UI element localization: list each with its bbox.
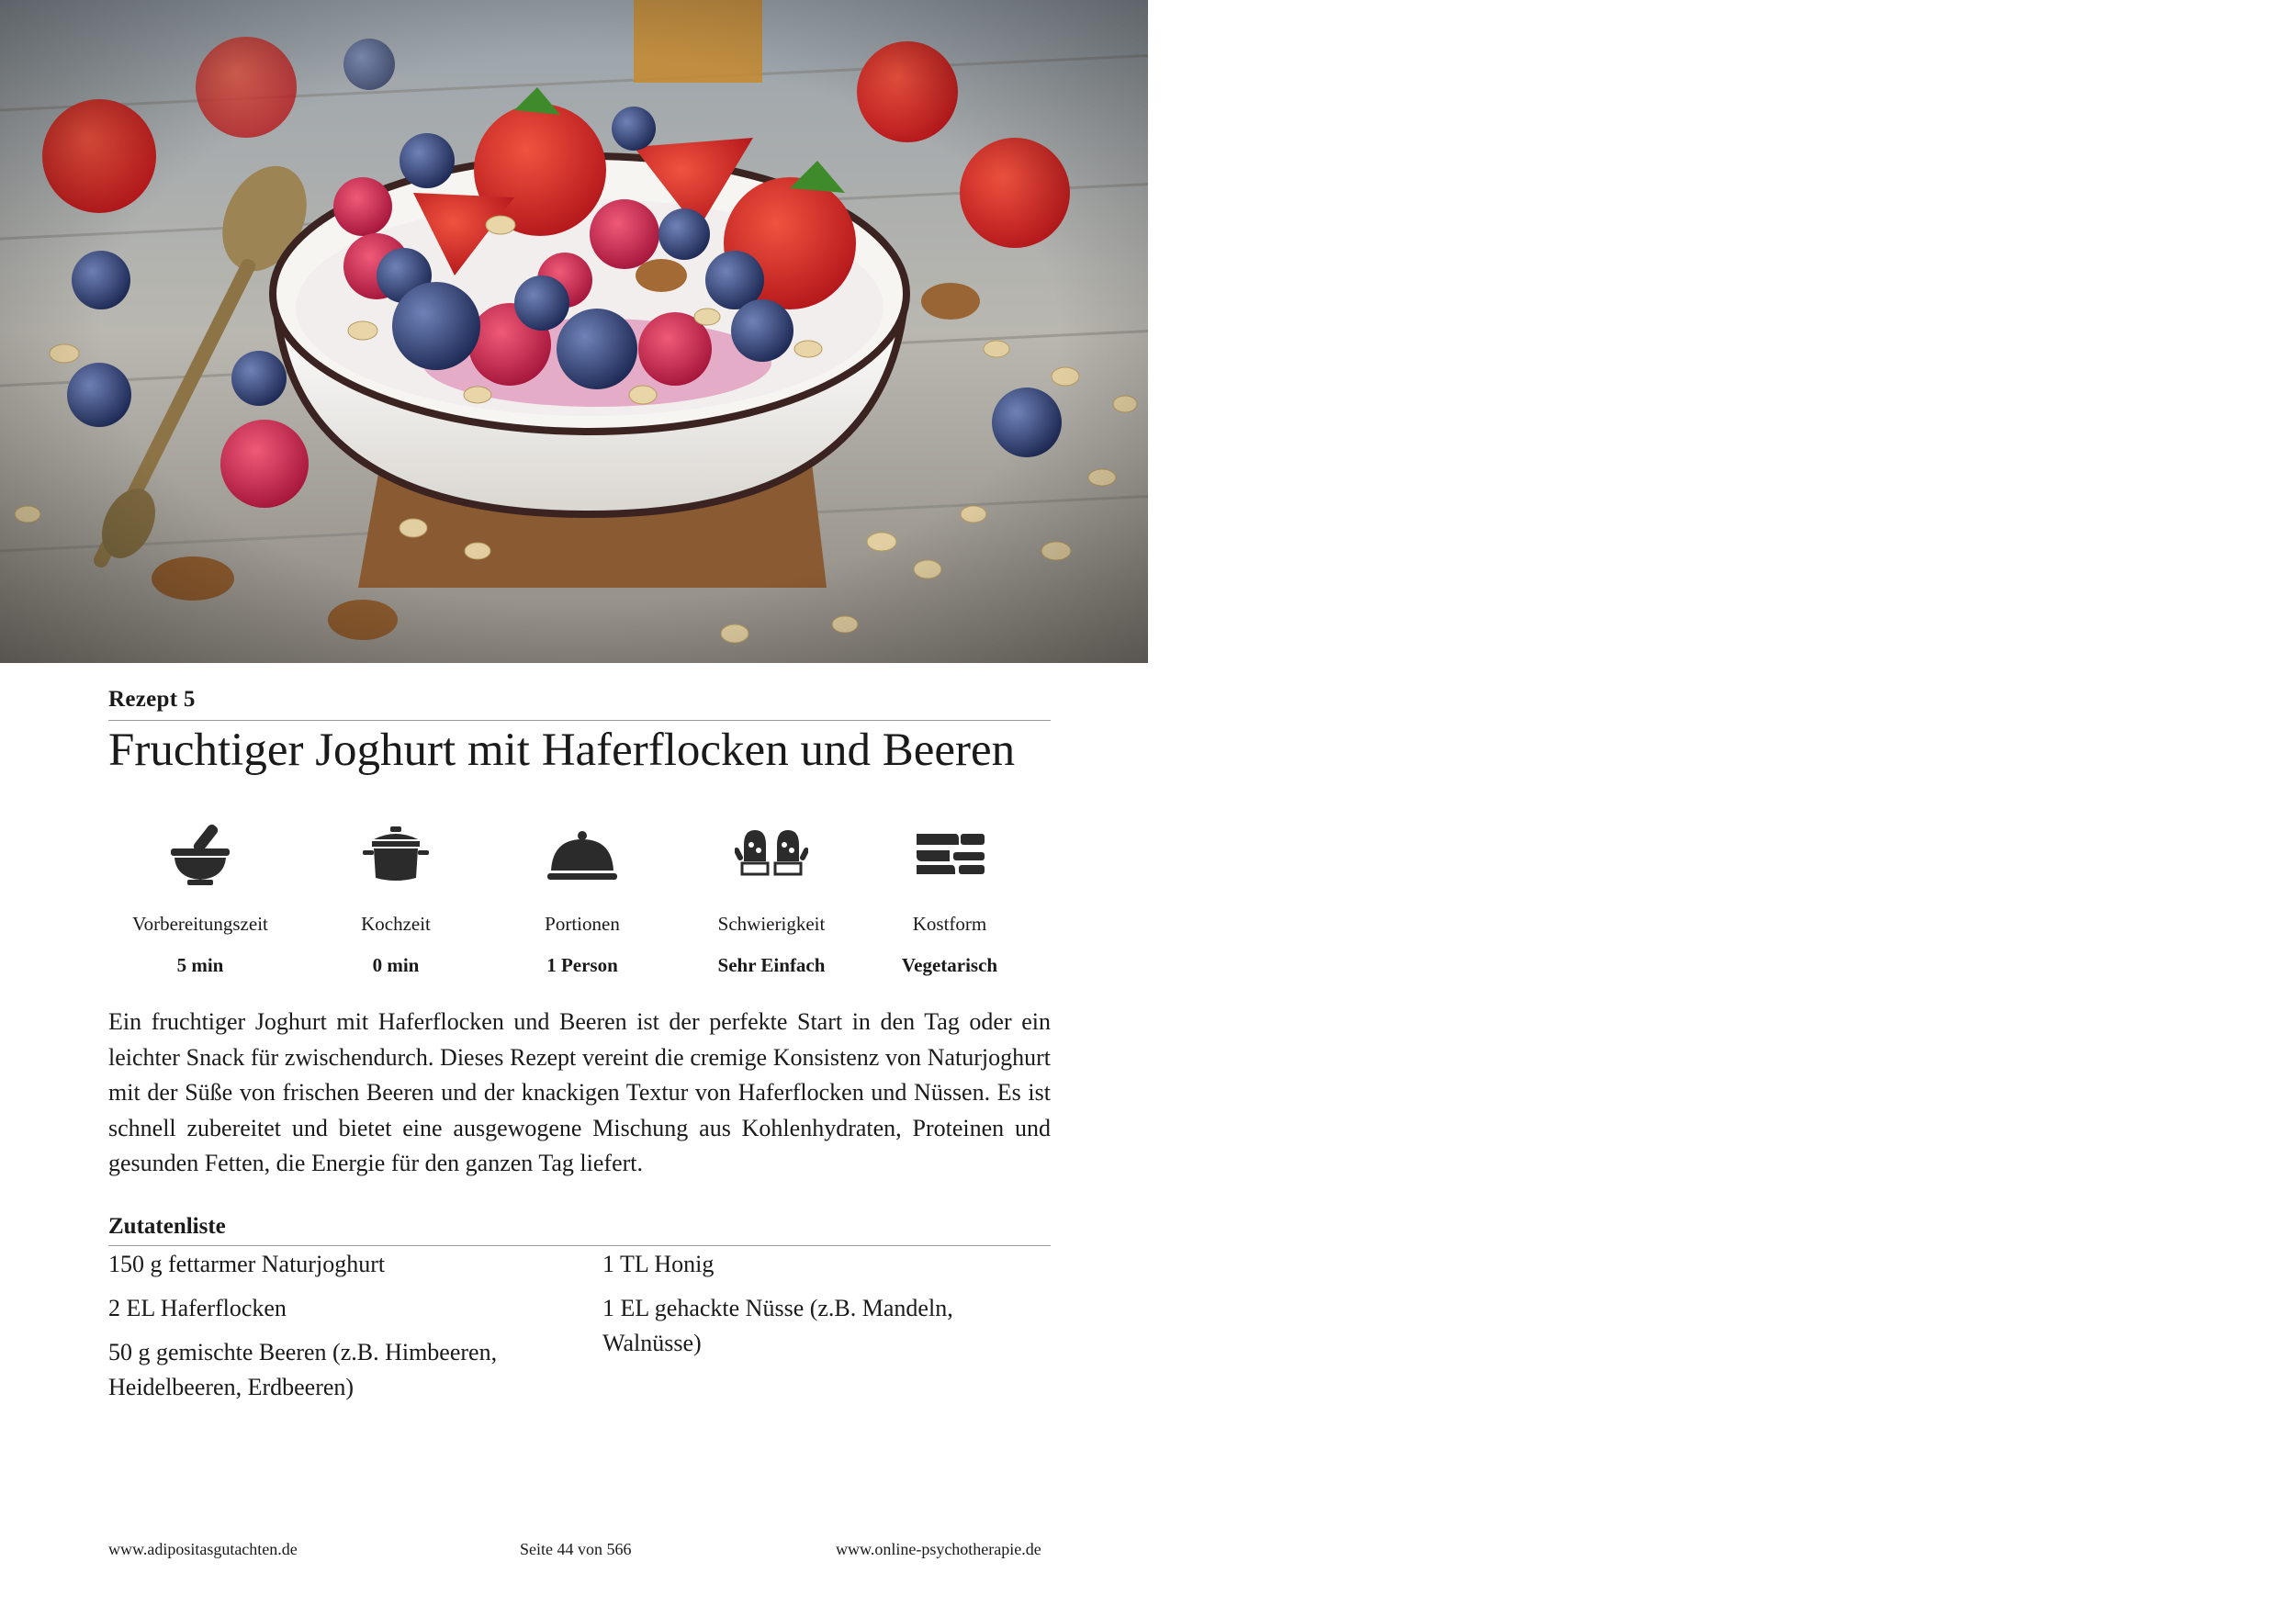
meta-value: Sehr Einfach <box>717 954 826 976</box>
meta-difficulty <box>680 817 863 977</box>
meta-label: Kostform <box>912 913 987 935</box>
meta-label: Portionen <box>545 913 620 935</box>
ingredient-item: 2 EL Haferflocken <box>108 1295 287 1321</box>
recipe-number: Rezept 5 <box>108 687 196 712</box>
ingredient-item: 1 EL gehackte Nüsse (z.B. Mandeln, Walnüsse) <box>602 1295 953 1356</box>
meta-label: Vorbereitungszeit <box>132 913 268 935</box>
footer-right-link[interactable]: www.online-psychotherapie.de <box>836 1540 1041 1558</box>
page-right <box>1148 0 2296 1618</box>
meta-servings <box>490 817 674 977</box>
mortar-pestle-icon <box>163 817 237 891</box>
meta-label: Schwierigkeit <box>717 913 826 935</box>
oven-mitts-icon <box>735 817 808 891</box>
meta-label: Kochzeit <box>361 913 431 935</box>
meta-value: 1 Person <box>546 954 618 976</box>
ingredient-item: 150 g fettarmer Naturjoghurt <box>108 1251 386 1277</box>
ingredient-item: 50 g gemischte Beeren (z.B. Himbeeren, Heidelbeeren, Erdbeeren) <box>108 1339 498 1400</box>
meta-prep-time <box>108 817 292 977</box>
kitchen-knives-icon <box>913 817 986 891</box>
meta-diet-type <box>858 817 1041 977</box>
meta-cook-time <box>304 817 488 977</box>
meta-value: 5 min <box>176 954 224 976</box>
divider <box>108 720 1051 721</box>
serving-cloche-icon <box>546 817 619 891</box>
page-number: Seite 44 von 566 <box>520 1540 632 1558</box>
cooking-pot-icon <box>359 817 433 891</box>
recipe-title: Fruchtiger Joghurt mit Haferflocken und Beeren <box>108 725 1016 776</box>
recipe-intro: Ein fruchtiger Joghurt mit Haferflocken und Beeren ist der perfekte Start in den Tag oder ein leichter Snack für zwischendurch. Dieses Rezept vereint die cremige Konsistenz von Naturjoghurt mit der Süße von frischen Beeren und der knackigen Textur von Haferflocken und Nüssen. Es ist schnell zubereitet und bietet eine ausgewogene Mischung aus Kohlenhydraten, Proteinen und gesunden Fetten, die Energie für den ganzen Tag liefert. <box>108 1008 1051 1176</box>
footer-left-link[interactable]: www.adipositasgutachten.de <box>108 1540 298 1558</box>
meta-value: Vegetarisch <box>901 954 998 976</box>
meta-value: 0 min <box>372 954 420 976</box>
ingredient-item: 1 TL Honig <box>602 1251 715 1277</box>
ingredients-heading: Zutatenliste <box>108 1214 226 1239</box>
recipe-photo <box>0 0 1159 663</box>
divider <box>108 1245 1051 1246</box>
